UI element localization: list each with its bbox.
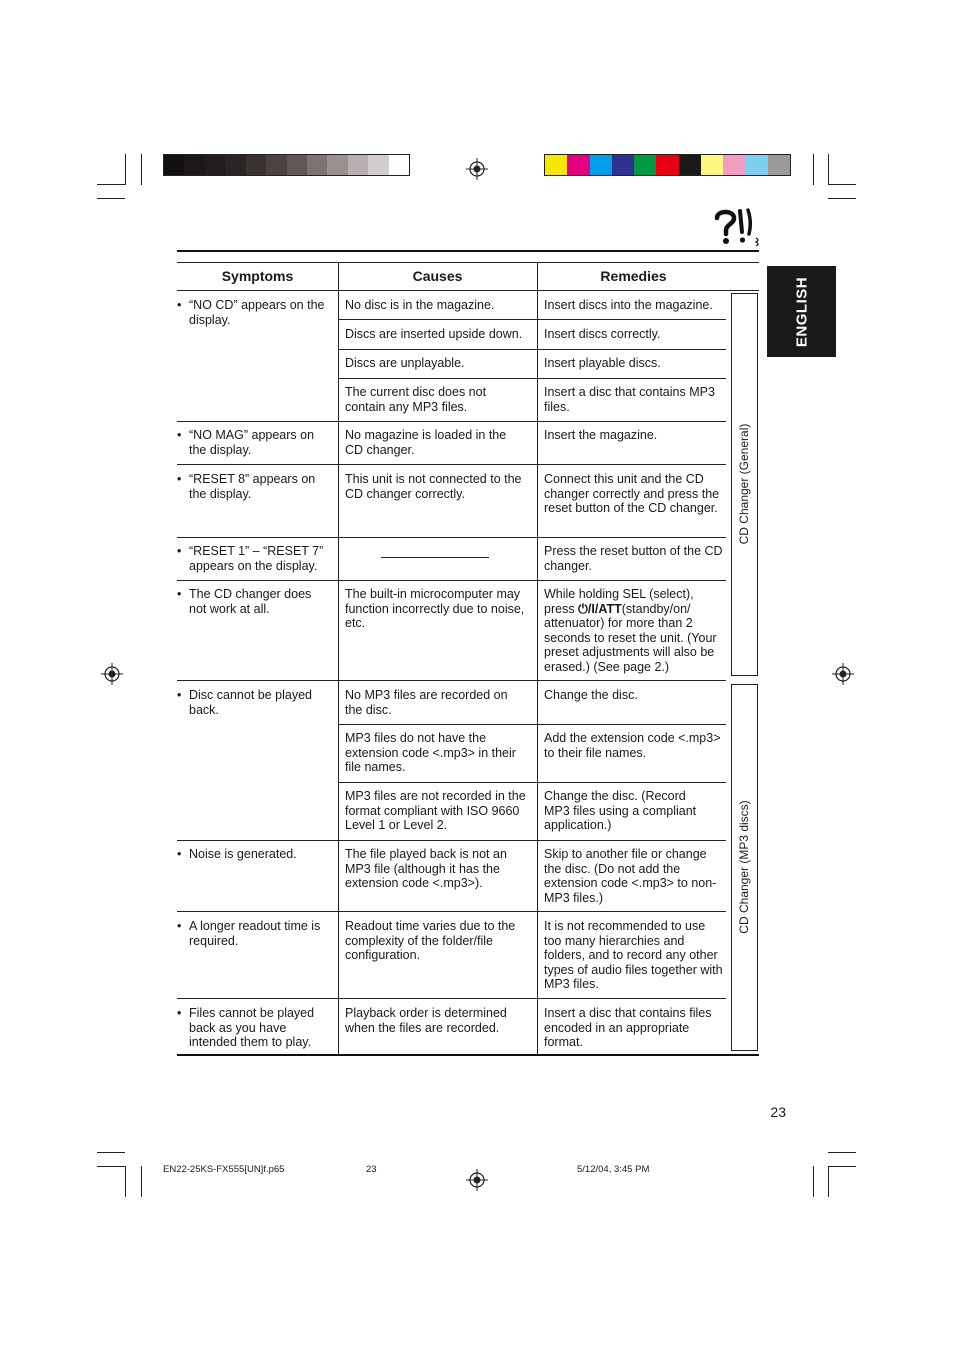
column-header-remedies: Remedies xyxy=(600,268,667,284)
color-swatch xyxy=(723,155,745,175)
table-line xyxy=(177,537,726,538)
symptom-cell: • The CD changer does not work at all. xyxy=(177,587,331,616)
color-swatch xyxy=(348,155,368,175)
table-line xyxy=(338,724,726,725)
remedy-cell: It is not recommended to use too many hierarchies and folders, and to record any other types of audio files together with MP3 files. xyxy=(544,919,723,991)
cause-cell: Readout time varies due to the complexity of the folder/file configuration. xyxy=(345,919,516,962)
cause-cell: No disc is in the magazine. xyxy=(345,298,495,312)
color-swatch xyxy=(307,155,327,175)
color-swatch xyxy=(634,155,656,175)
remedy-text: While holding SEL (select), press xyxy=(544,587,694,616)
crop-mark xyxy=(828,154,829,185)
section-label-general: CD Changer (General) xyxy=(737,423,751,545)
table-line xyxy=(537,262,538,1055)
color-swatch xyxy=(266,155,286,175)
section-label-mp3: CD Changer (MP3 discs) xyxy=(737,800,751,934)
crop-mark xyxy=(125,1166,126,1197)
cause-cell: MP3 files are not recorded in the format compliant with ISO 9660 Level 1 or Level 2. xyxy=(345,789,526,832)
page-number: 23 xyxy=(770,1104,786,1120)
remedy-cell: Press the reset button of the CD changer. xyxy=(544,544,723,573)
language-tab-label: ENGLISH xyxy=(793,276,810,347)
registration-mark-icon xyxy=(466,1169,488,1191)
remedy-cell: Connect this unit and the CD changer correctly and press the reset button of the CD changer. xyxy=(544,472,720,515)
crop-mark xyxy=(813,154,814,185)
color-swatch xyxy=(246,155,266,175)
cause-cell: This unit is not connected to the CD changer correctly. xyxy=(345,472,522,501)
color-swatch xyxy=(225,155,245,175)
table-line xyxy=(338,349,726,350)
crop-mark xyxy=(828,198,856,199)
crop-mark xyxy=(97,1166,125,1167)
remedy-text: (standby/on/ attenuator) for more than 2 seconds to reset the unit. (Your preset adjustments will also be erased.) (See page 2.) xyxy=(544,601,717,674)
color-swatch xyxy=(768,155,790,175)
standby-on-att-symbol: ⏻/I/ATT xyxy=(578,601,622,616)
table-line xyxy=(338,782,726,783)
color-swatch xyxy=(389,155,409,175)
crop-mark xyxy=(97,198,125,199)
color-swatch xyxy=(701,155,723,175)
symptom-cell: • Disc cannot be played back. xyxy=(177,688,331,717)
column-header-causes: Causes xyxy=(412,268,463,284)
symptom-cell: • “NO MAG” appears on the display. xyxy=(177,428,331,457)
table-line xyxy=(338,319,726,320)
remedy-cell: Skip to another file or change the disc. (Do not add the extension code <.mp3> to non-MP3 files.) xyxy=(544,847,717,905)
crop-mark xyxy=(828,1166,856,1167)
color-swatch xyxy=(287,155,307,175)
registration-mark-icon xyxy=(101,663,123,685)
cause-cell: The current disc does not contain any MP3 files. xyxy=(345,385,487,414)
table-line xyxy=(177,911,726,912)
remedy-cell: Change the disc. xyxy=(544,688,638,702)
table-line xyxy=(177,464,726,465)
crop-mark xyxy=(125,154,126,185)
symptom-cell: • A longer readout time is required. xyxy=(177,919,339,948)
remedy-cell: Insert a disc that contains files encoded in an appropriate format. xyxy=(544,1006,712,1049)
table-line xyxy=(177,580,726,581)
color-swatch xyxy=(567,155,589,175)
cause-cell: The built-in microcomputer may function incorrectly due to noise, etc. xyxy=(345,587,525,630)
crop-mark xyxy=(97,184,125,185)
crop-mark xyxy=(97,1152,125,1153)
color-swatch xyxy=(656,155,678,175)
table-line xyxy=(338,378,726,379)
remedy-cell: Insert a disc that contains MP3 files. xyxy=(544,385,715,414)
table-line xyxy=(177,680,726,681)
remedy-cell: Insert discs correctly. xyxy=(544,327,661,341)
color-swatch xyxy=(184,155,204,175)
footer-timestamp: 5/12/04, 3:45 PM xyxy=(577,1164,650,1175)
symptom-cell: • Noise is generated. xyxy=(177,847,331,862)
cause-cell: Discs are unplayable. xyxy=(345,356,465,370)
table-line xyxy=(177,840,726,841)
color-swatch xyxy=(612,155,634,175)
footer-filename: EN22-25KS-FX555[UN]f.p65 xyxy=(163,1164,285,1175)
table-line xyxy=(177,998,726,999)
registration-mark-icon xyxy=(466,158,488,180)
crop-mark xyxy=(828,184,856,185)
color-swatch xyxy=(545,155,567,175)
cause-cell: MP3 files do not have the extension code <.mp3> in their file names. xyxy=(345,731,516,774)
color-swatch xyxy=(327,155,347,175)
column-header-symptoms: Symptoms xyxy=(221,268,294,284)
remedy-cell: Insert the magazine. xyxy=(544,428,658,442)
table-line xyxy=(177,290,759,291)
cause-cell: The file played back is not an MP3 file (although it has the extension code <.mp3>). xyxy=(345,847,507,890)
symptom-cell: • “NO CD” appears on the display. xyxy=(177,298,331,327)
header-rule xyxy=(177,250,759,252)
crop-mark xyxy=(828,1166,829,1197)
empty-cause-dash xyxy=(381,557,489,558)
cause-cell: Discs are inserted upside down. xyxy=(345,327,523,341)
color-swatch xyxy=(745,155,767,175)
color-swatch xyxy=(205,155,225,175)
crop-mark xyxy=(813,1166,814,1197)
table-line xyxy=(177,421,726,422)
symptom-cell: • “RESET 1” – “RESET 7” appears on the display. xyxy=(177,544,339,573)
cause-cell: No MP3 files are recorded on the disc. xyxy=(345,688,508,717)
crop-mark xyxy=(828,1152,856,1153)
remedy-cell: Add the extension code <.mp3> to their file names. xyxy=(544,731,721,760)
color-swatch xyxy=(368,155,388,175)
cause-cell: No magazine is loaded in the CD changer. xyxy=(345,428,507,457)
grayscale-color-bar xyxy=(163,154,410,176)
color-swatch xyxy=(590,155,612,175)
question-exclamation-icon xyxy=(712,208,762,246)
symptom-cell: • “RESET 8” appears on the display. xyxy=(177,472,331,501)
remedy-cell: Change the disc. (Record MP3 files using a compliant application.) xyxy=(544,789,697,832)
language-tab xyxy=(767,266,836,357)
registration-mark-icon xyxy=(832,663,854,685)
color-swatch xyxy=(679,155,701,175)
process-color-bar xyxy=(544,154,791,176)
remedy-cell xyxy=(544,587,726,674)
cause-cell: Playback order is determined when the files are recorded. xyxy=(345,1006,507,1035)
remedy-cell: Insert discs into the magazine. xyxy=(544,298,713,312)
remedy-cell: Insert playable discs. xyxy=(544,356,661,370)
footer-page: 23 xyxy=(366,1164,377,1175)
crop-mark xyxy=(141,154,142,185)
symptom-cell: • Files cannot be played back as you have intended them to play. xyxy=(177,1006,331,1050)
color-swatch xyxy=(164,155,184,175)
crop-mark xyxy=(141,1166,142,1197)
table-line xyxy=(177,1054,759,1056)
